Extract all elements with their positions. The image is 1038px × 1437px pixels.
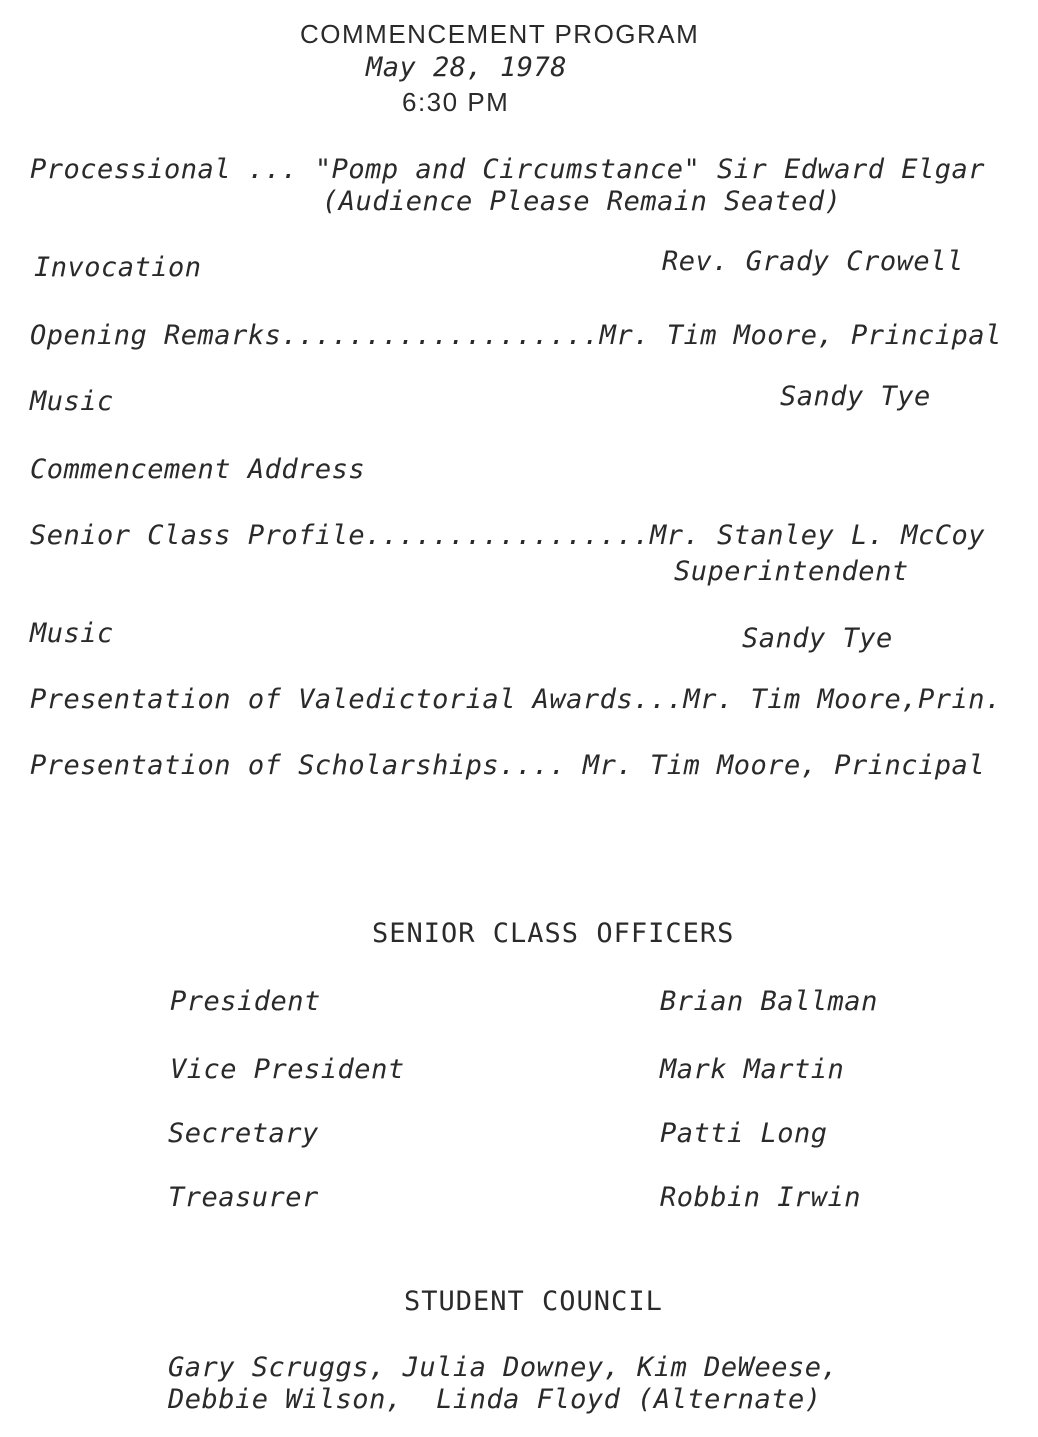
processional-note: (Audience Please Remain Seated) [322,186,842,217]
officer-role-secretary: Secretary [168,1118,319,1149]
council-heading: STUDENT COUNCIL [404,1286,663,1317]
council-members-line-1: Gary Scruggs, Julia Downey, Kim DeWeese, [168,1352,839,1383]
invocation-name: Rev. Grady Crowell [662,246,964,277]
program-title: COMMENCEMENT PROGRAM [300,19,700,49]
officer-role-treasurer: Treasurer [168,1182,319,1213]
officer-name-vice-president: Mark Martin [660,1054,845,1085]
invocation-label: Invocation [34,252,202,283]
officer-role-vice-president: Vice President [170,1054,405,1085]
officer-name-treasurer: Robbin Irwin [660,1182,862,1213]
program-date: May 28, 1978 [366,52,568,83]
music-label-2: Music [30,618,114,649]
music-label-1: Music [30,386,114,417]
music-performer-2: Sandy Tye [742,623,893,654]
program-time: 6:30 PM [402,87,510,117]
processional-line: Processional ... "Pomp and Circumstance" Sir Edward Elgar [30,154,986,185]
senior-class-profile-line: Senior Class Profile.................Mr. Stanley L. McCoy [30,520,986,551]
officers-heading: SENIOR CLASS OFFICERS [372,918,735,949]
scholarships-line: Presentation of Scholarships.... Mr. Tim Moore, Principal [30,750,986,781]
opening-remarks-line: Opening Remarks...................Mr. Tim Moore, Principal [30,320,1002,351]
council-members-line-2: Debbie Wilson, Linda Floyd (Alternate) [168,1384,822,1415]
senior-class-profile-title: Superintendent [674,556,909,587]
officer-name-secretary: Patti Long [660,1118,828,1149]
officer-role-president: President [170,986,321,1017]
officer-name-president: Brian Ballman [660,986,878,1017]
commencement-address-label: Commencement Address [30,454,366,485]
music-performer-1: Sandy Tye [780,381,931,412]
valedictorial-awards-line: Presentation of Valedictorial Awards...Mr. Tim Moore,Prin. [30,684,1002,715]
